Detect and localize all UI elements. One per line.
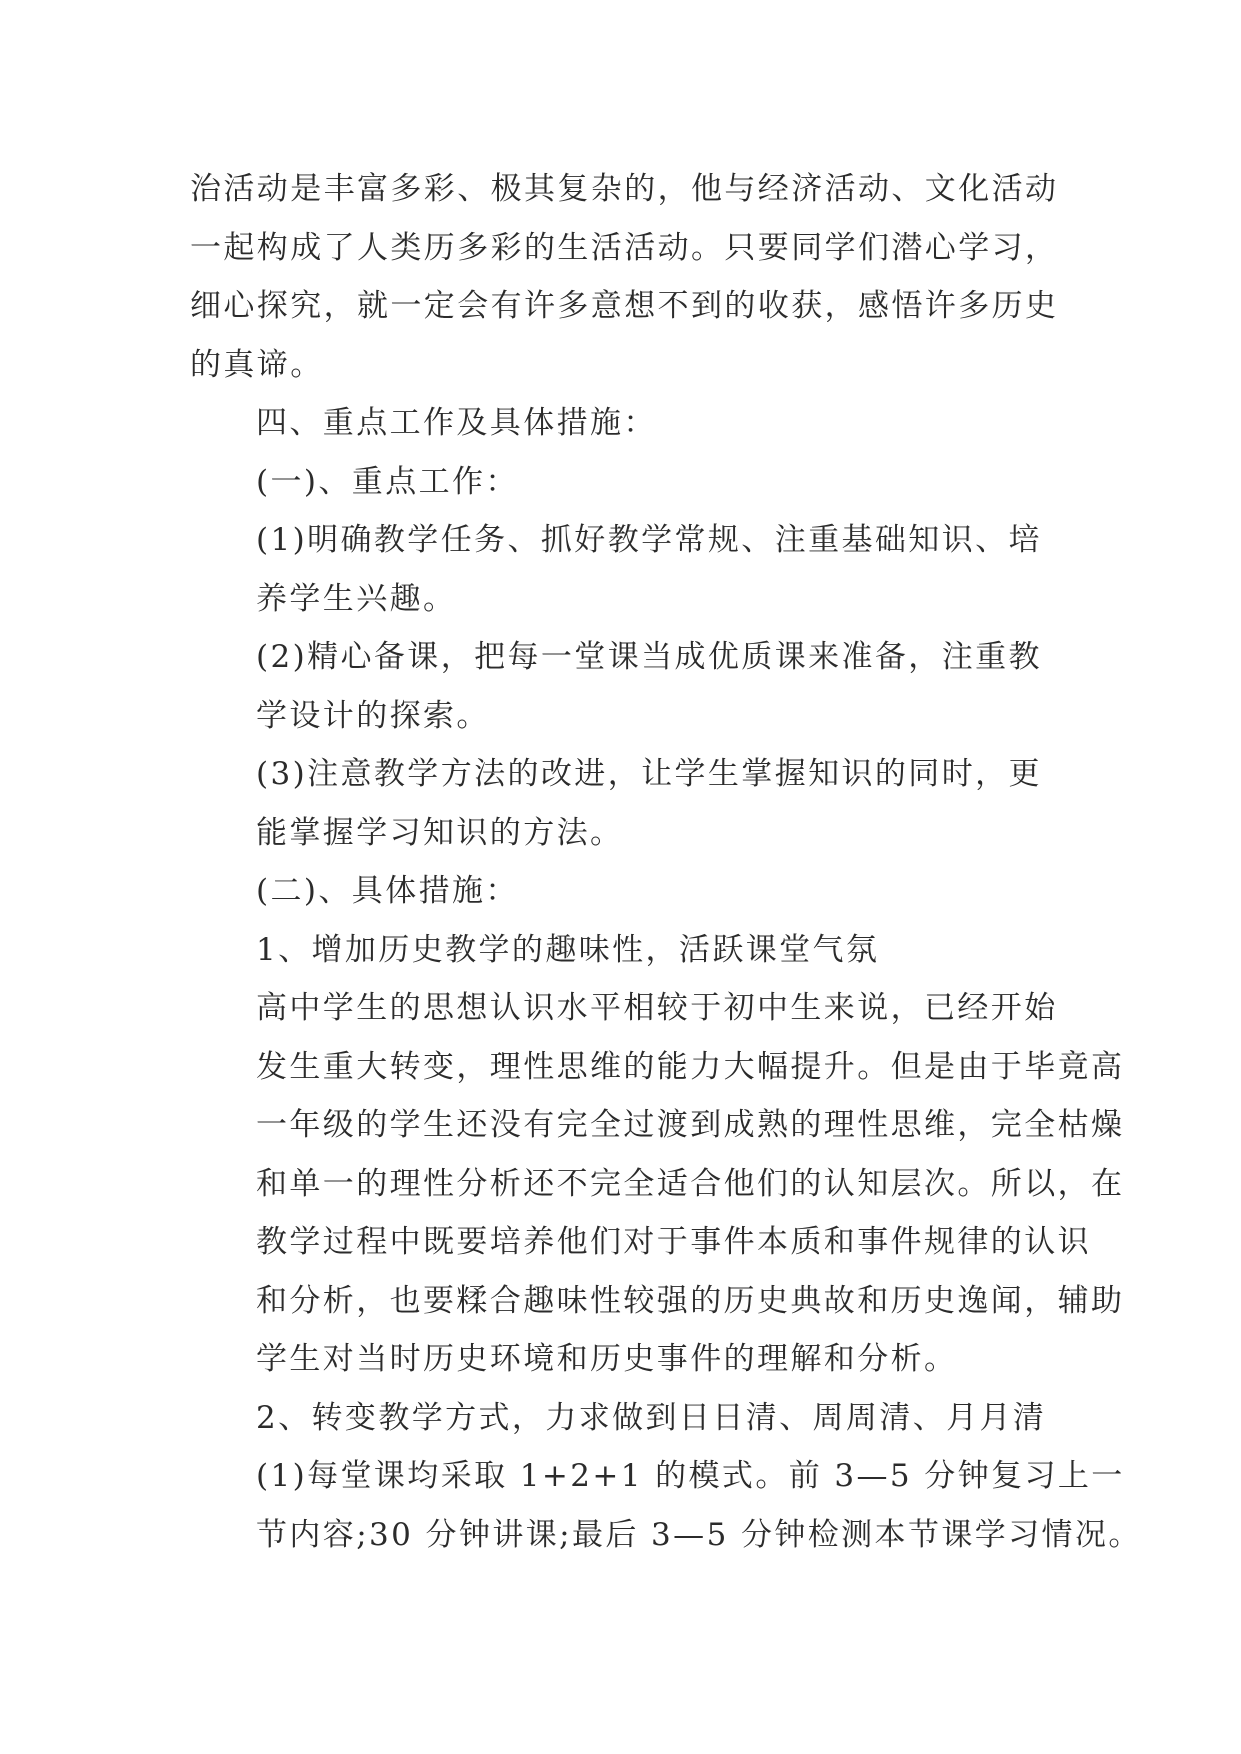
text-line: 的真谛。 — [190, 346, 324, 383]
paragraph-measure-2-item-1 — [190, 1447, 1142, 1564]
text-line: (2)精心备课，把每一堂课当成优质课来准备，注重教 — [256, 639, 1042, 675]
text-line: 一年级的学生还没有完全过渡到成熟的理性思维，完全枯燥 — [256, 1107, 1125, 1143]
text-line: 教学过程中既要培养他们对于事件本质和事件规律的认识 — [256, 1224, 1091, 1260]
text-line: (1)明确教学任务、抓好教学常规、注重基础知识、培 — [256, 522, 1042, 558]
paragraph-measure-2-heading — [190, 1389, 1060, 1448]
text-line: 和单一的理性分析还不完全适合他们的认知层次。所以，在 — [256, 1165, 1125, 1202]
paragraph-item-1 — [190, 511, 1060, 628]
text-line: 学生对当时历史环境和历史事件的理解和分析。 — [256, 1341, 958, 1377]
text-line: 一起构成了人类历多彩的生活活动。只要同学们潜心学习， — [190, 229, 1059, 266]
text-line: 细心探究，就一定会有许多意想不到的收获，感悟许多历史 — [190, 288, 1059, 324]
paragraph-section-four-heading — [190, 394, 1060, 453]
paragraph-measure-1-body — [190, 979, 1125, 1389]
text-line: 和分析，也要糅合趣味性较强的历史典故和历史逸闻，辅助 — [256, 1282, 1125, 1319]
text-line: 1、增加历史教学的趣味性，活跃课堂气氛 — [256, 931, 880, 968]
paragraph-sub-one-heading — [190, 453, 1060, 512]
document-body — [190, 160, 1142, 1564]
paragraph-item-2 — [190, 628, 1060, 745]
text-line: 2、转变教学方式，力求做到日日清、周周清、月月清 — [256, 1399, 1047, 1436]
text-line: 高中学生的思想认识水平相较于初中生来说，已经开始 — [256, 990, 1058, 1026]
text-line: (一)、重点工作： — [256, 463, 519, 500]
text-line: 四、重点工作及具体措施： — [256, 405, 657, 441]
text-line: 节内容;30 分钟讲课;最后 3—5 分钟检测本节课学习情况。 — [256, 1516, 1142, 1553]
text-line: 能掌握学习知识的方法。 — [256, 814, 624, 851]
paragraph-item-3 — [190, 745, 1060, 862]
text-line: 养学生兴趣。 — [256, 580, 457, 617]
text-line: (3)注意教学方法的改进，让学生掌握知识的同时，更 — [256, 756, 1042, 792]
text-line: (二)、具体措施： — [256, 873, 519, 909]
paragraph-p-intro-continuation — [190, 160, 1060, 394]
paragraph-measure-1-heading — [190, 921, 1060, 980]
text-line: 学设计的探索。 — [256, 697, 490, 734]
text-line: (1)每堂课均采取 1+2+1 的模式。前 3—5 分钟复习上一 — [256, 1458, 1125, 1494]
text-line: 发生重大转变，理性思维的能力大幅提升。但是由于毕竟高 — [256, 1048, 1125, 1085]
paragraph-sub-two-heading — [190, 862, 1060, 921]
text-line: 治活动是丰富多彩、极其复杂的，他与经济活动、文化活动 — [190, 171, 1059, 207]
